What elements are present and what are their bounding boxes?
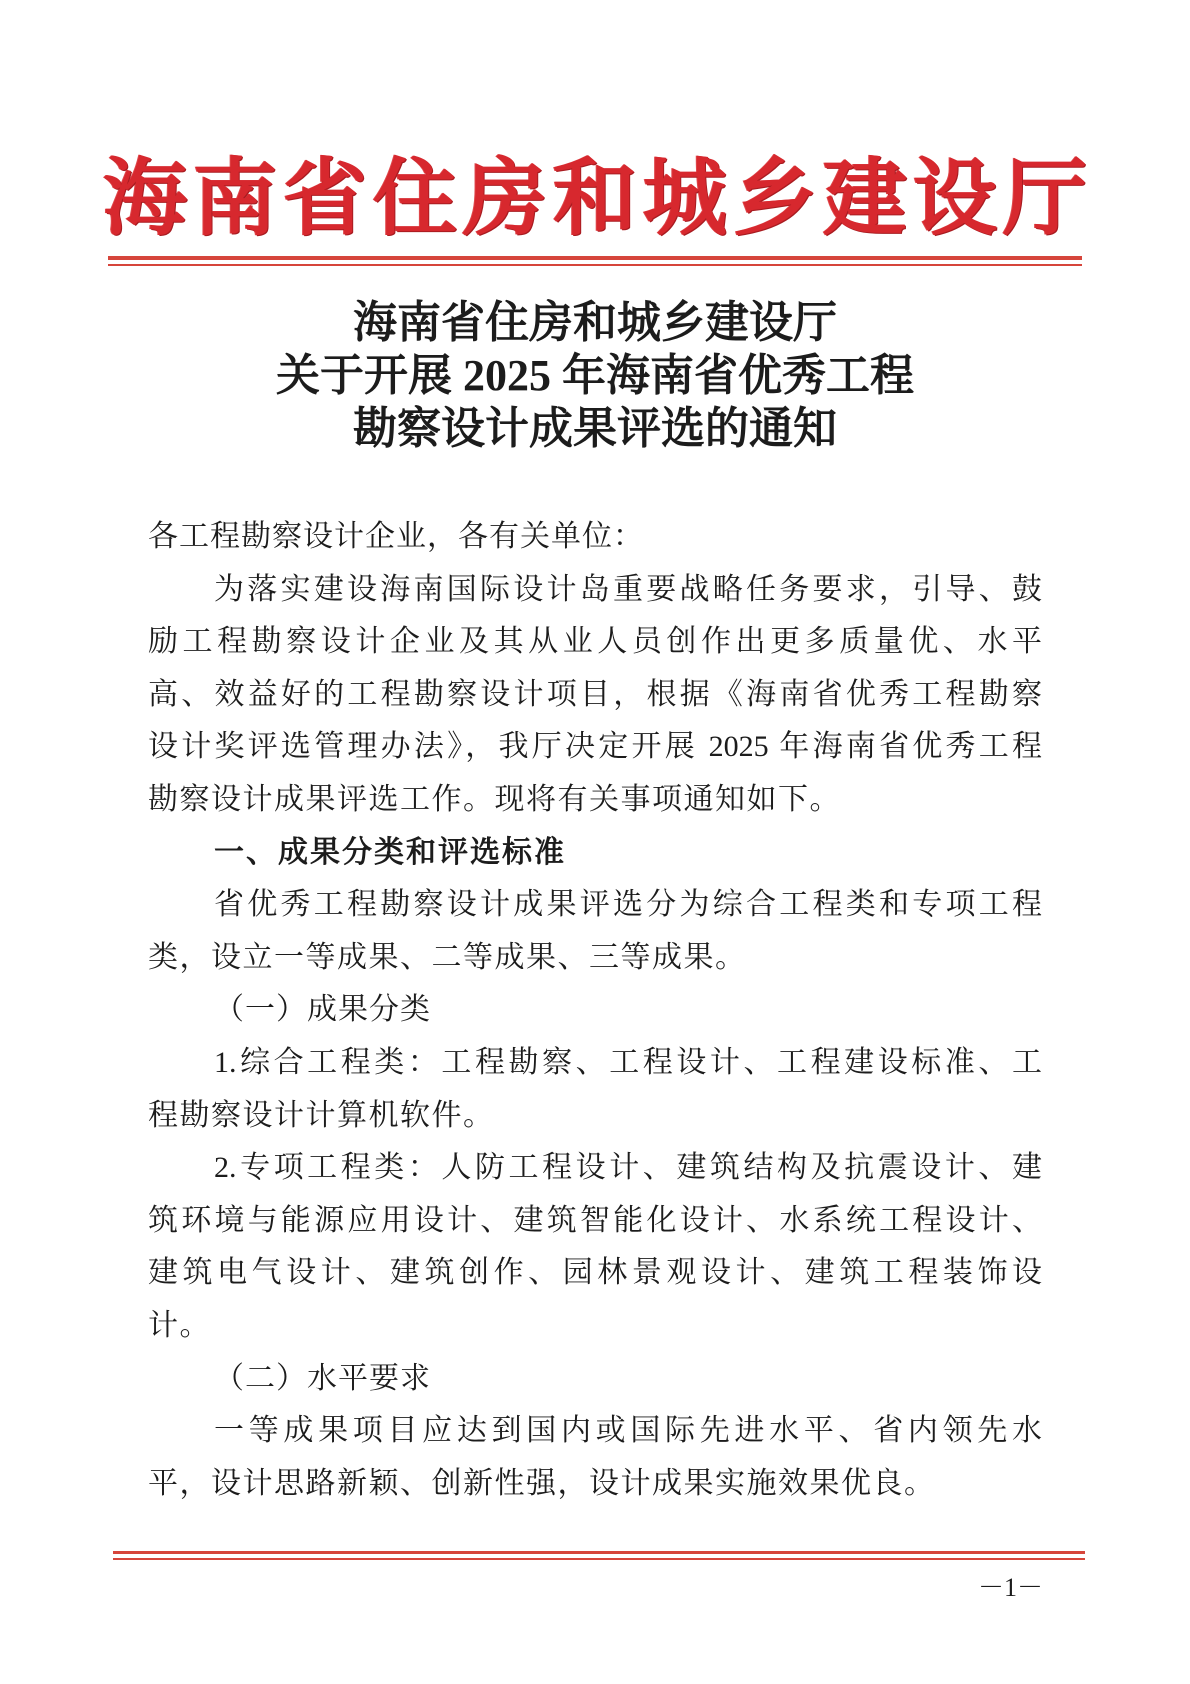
intro-line: 勘察设计成果评选工作。现将有关事项通知如下。 [148, 782, 841, 816]
subsection-heading: （一）成果分类 [214, 993, 431, 1027]
intro-line: 为落实建设海南国际设计岛重要战略任务要求，引导、鼓 [214, 572, 1042, 606]
notice-body [148, 511, 1042, 1510]
section-heading: 一、成果分类和评选标准 [214, 835, 566, 869]
section-intro-line: 类，设立一等成果、二等成果、三等成果。 [148, 940, 747, 974]
footer-divider-thin [113, 1558, 1085, 1560]
page-number: －1－ [977, 1573, 1043, 1602]
notice-title-line: 海南省住房和城乡建设厅 [353, 298, 837, 347]
category-item-line: 2.专项工程类：人防工程设计、建筑结构及抗震设计、建 [214, 1151, 1042, 1185]
category-item-line: 1.综合工程类：工程勘察、工程设计、工程建设标准、工 [214, 1045, 1042, 1079]
issuer-masthead: 海南省住房和城乡建设厅 [102, 153, 1093, 246]
category-item-line: 建筑电气设计、建筑创作、园林景观设计、建筑工程装饰设 [148, 1256, 1042, 1290]
notice-title-line: 勘察设计成果评选的通知 [353, 404, 837, 453]
footer-divider-thick [113, 1551, 1085, 1554]
notice-title [0, 296, 1190, 455]
intro-line: 设计奖评选管理办法》，我厅决定开展 2025 年海南省优秀工程 [148, 730, 1042, 764]
requirement-line: 一等成果项目应达到国内或国际先进水平、省内领先水 [214, 1414, 1042, 1448]
subsection-heading: （二）水平要求 [214, 1361, 431, 1395]
notice-title-line: 关于开展 2025 年海南省优秀工程 [276, 351, 914, 400]
section-intro-line: 省优秀工程勘察设计成果评选分为综合工程类和专项工程 [214, 888, 1042, 922]
category-item-line: 筑环境与能源应用设计、建筑智能化设计、水系统工程设计、 [148, 1203, 1042, 1237]
masthead-divider-thick [108, 256, 1082, 260]
category-item-line: 程勘察设计计算机软件。 [148, 1098, 495, 1132]
requirement-line: 平，设计思路新颖、创新性强，设计成果实施效果优良。 [148, 1466, 936, 1500]
intro-line: 励工程勘察设计企业及其从业人员创作出更多质量优、水平 [148, 625, 1042, 659]
category-item-line: 计。 [148, 1308, 211, 1342]
salutation: 各工程勘察设计企业，各有关单位： [148, 520, 644, 553]
masthead-divider-thin [108, 264, 1082, 266]
intro-line: 高、效益好的工程勘察设计项目，根据《海南省优秀工程勘察 [148, 677, 1042, 711]
